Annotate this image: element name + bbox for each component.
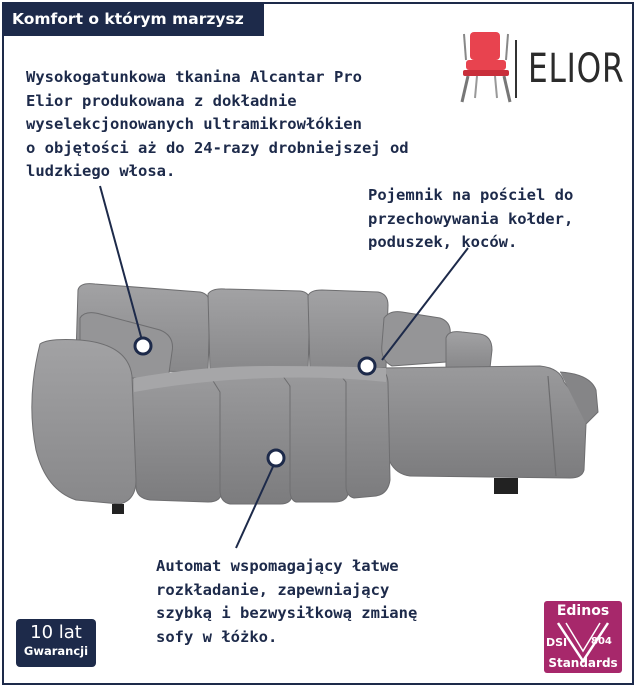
page-title: Komfort o którym marzysz [2,2,264,36]
warranty-years: 10 lat [30,622,82,643]
brand-name: ELIOR [528,46,625,92]
callout-storage: Pojemnik na pościel do przechowywania kołder, poduszek, koców. [368,186,574,251]
warranty-label: Gwarancji [23,644,89,658]
callout-fabric: Wysokogatunkowa tkanina Alcantar Pro Elior produkowana z dokładnie wyselekcjonowanych ultramikrowłókien o objętości aż do 24-razy drobniejszej od ludzkiego włosa. [26,68,409,180]
edinos-number: 804 [591,636,612,647]
warranty-badge [16,619,96,667]
edinos-dsi: DSI [546,636,568,649]
callout-mechanism: Automat wspomagający łatwe rozkładanie, zapewniający szybką i bezwysiłkową zmianę sofy w łóżko. [156,557,418,646]
edinos-name: Edinos [556,603,610,619]
edinos-standards: Standards [548,656,618,670]
edinos-badge [544,601,622,673]
